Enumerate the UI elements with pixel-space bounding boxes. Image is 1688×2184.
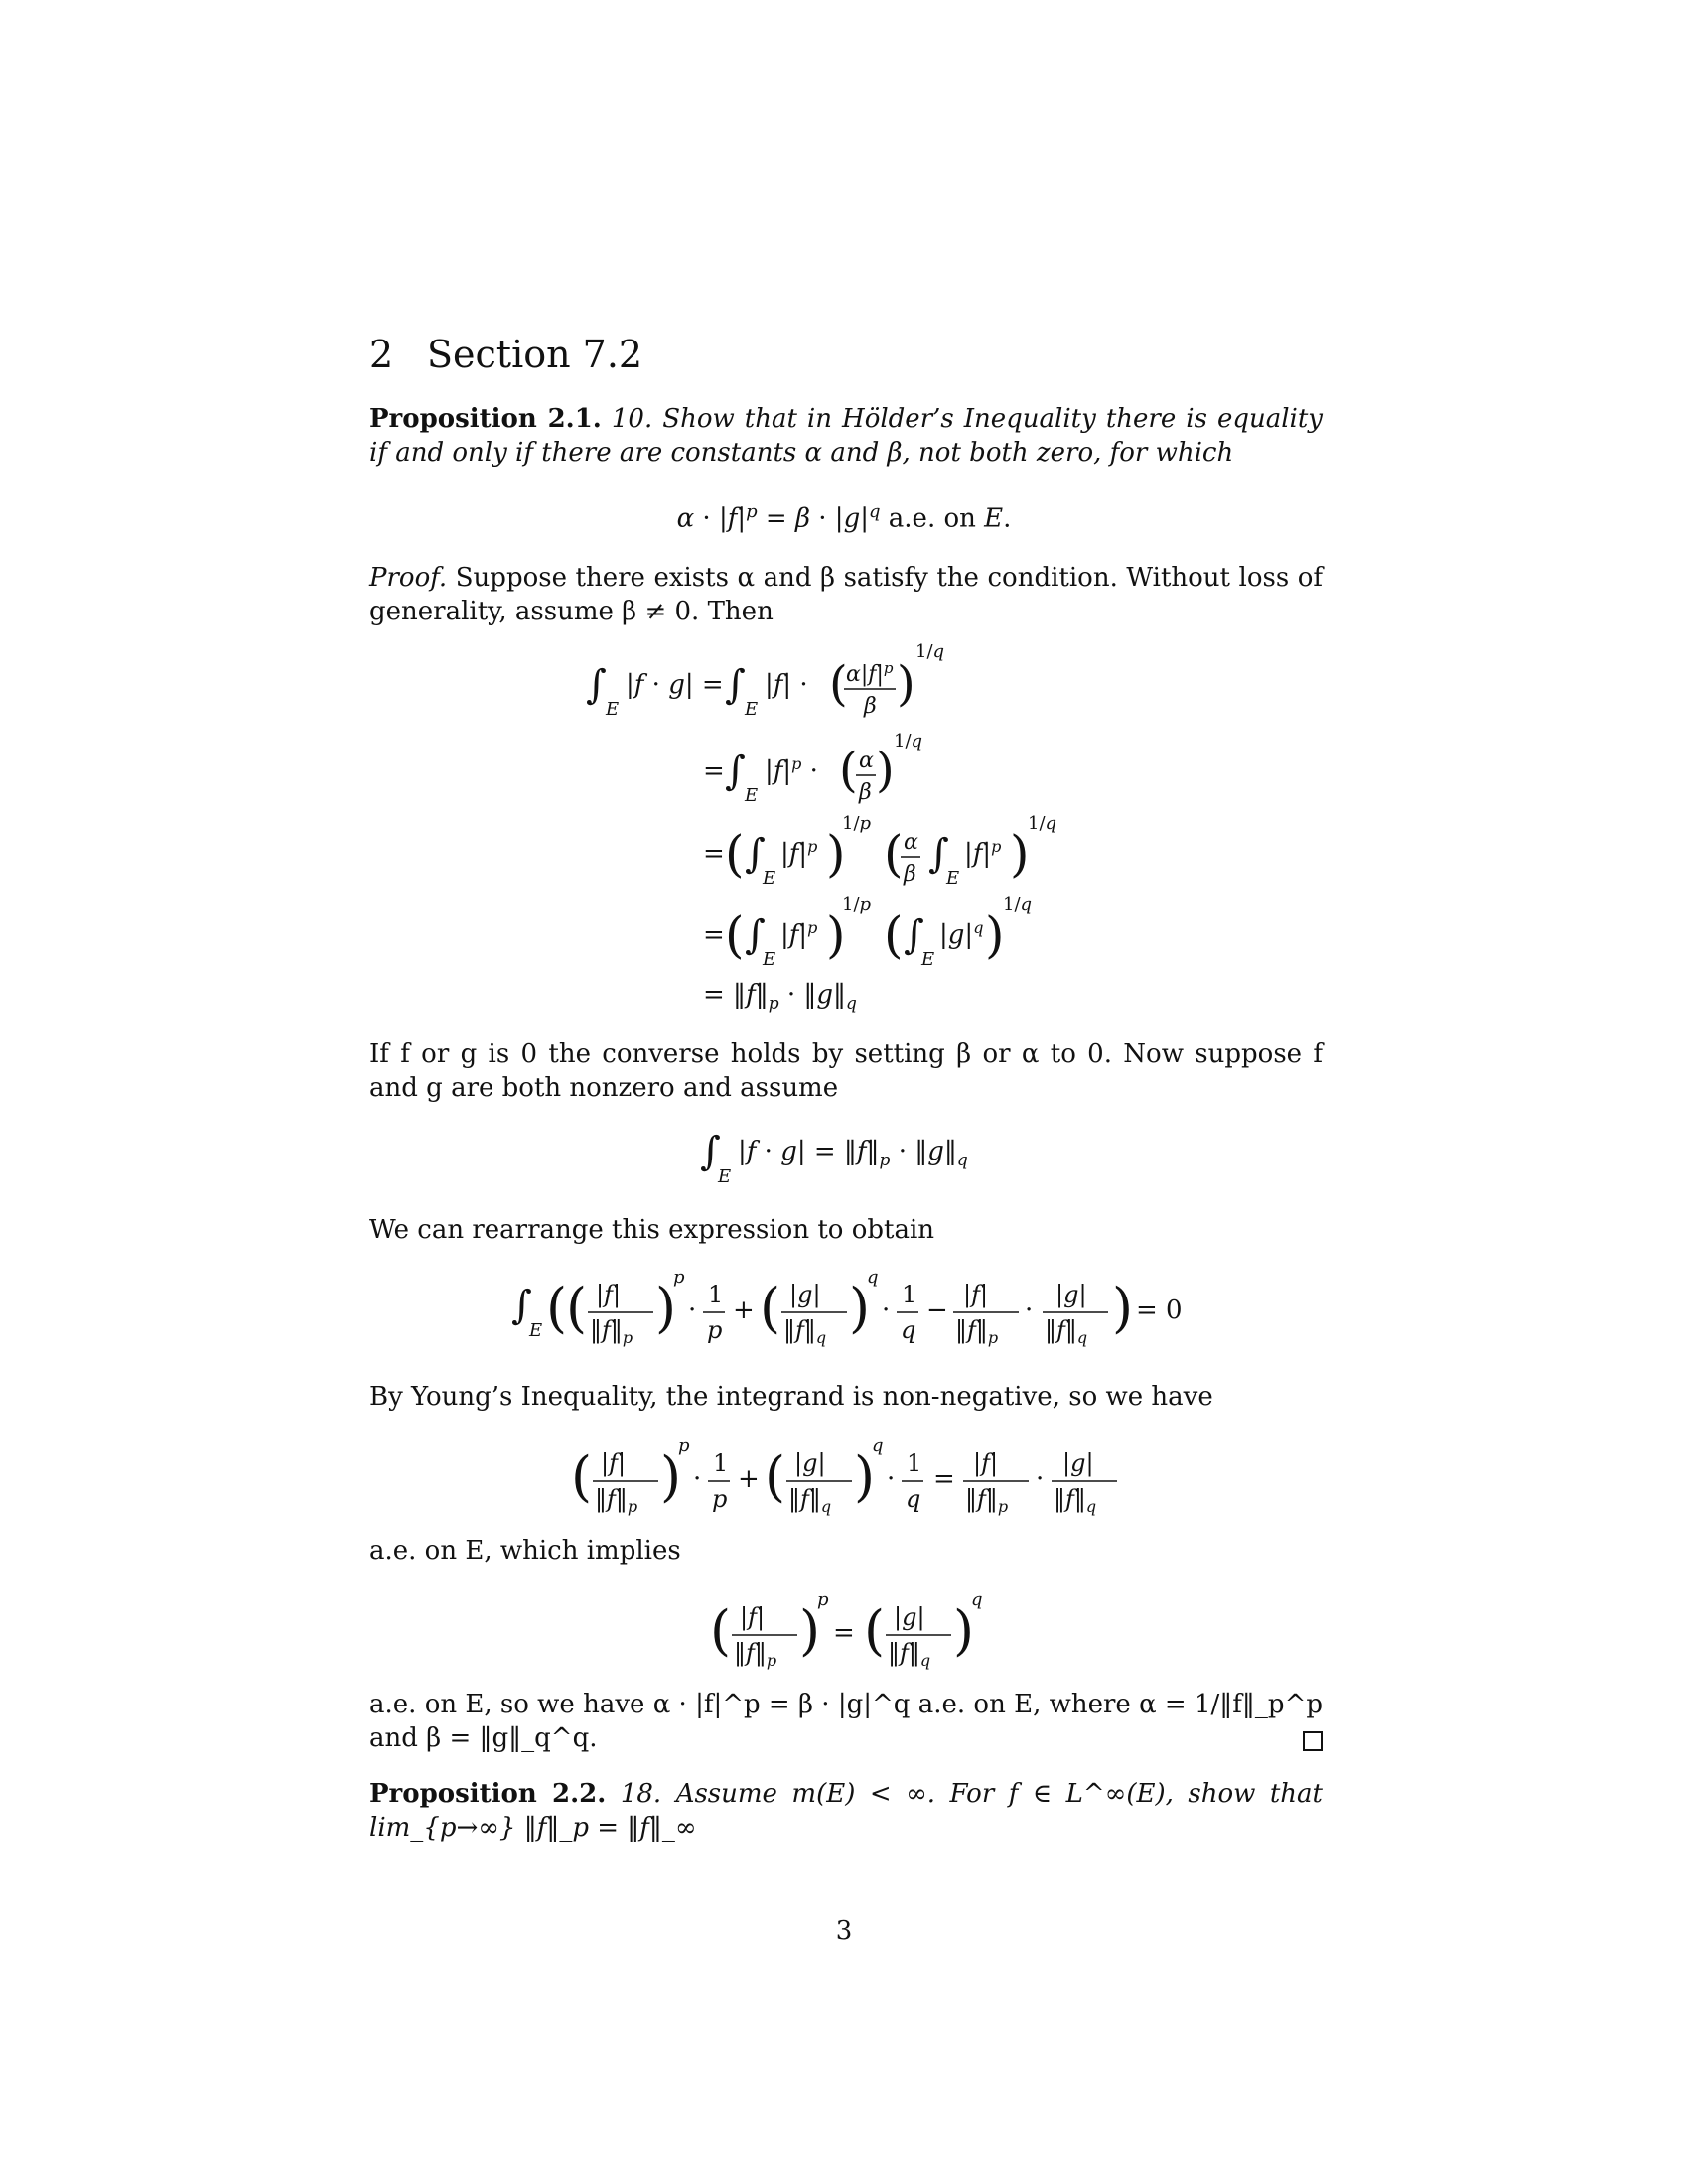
svg-text:): ) xyxy=(799,1599,821,1662)
svg-text:): ) xyxy=(1010,825,1030,883)
svg-text:1/p: 1/p xyxy=(842,894,872,915)
svg-text:|f|p: $|f|^p$ xyxy=(780,837,818,869)
svg-text:−: − xyxy=(926,1296,948,1325)
svg-text:|g|q: $|g|^q$ xyxy=(939,918,984,950)
svg-text:|g|: |g| xyxy=(1062,1449,1094,1477)
svg-text:(: ( xyxy=(884,906,904,964)
svg-text:|f|: |f| xyxy=(601,1449,627,1477)
equation-chain xyxy=(576,635,1132,1013)
svg-text:|g|: |g| xyxy=(894,1603,925,1631)
svg-text:‖f‖q: $‖f‖_q$ xyxy=(1045,1316,1088,1347)
svg-text:|f|p: $|f|^p$ xyxy=(780,918,818,950)
svg-text:q: q xyxy=(971,1589,983,1610)
svg-text:|f|: |f| xyxy=(973,1449,999,1477)
svg-text:·: · xyxy=(882,1296,891,1325)
svg-text:(: ( xyxy=(864,1599,886,1662)
svg-text:·: · xyxy=(887,1464,896,1494)
svg-text:∫: ∫ xyxy=(725,749,746,794)
svg-text:1: 1 xyxy=(713,1449,729,1477)
svg-text:|f · g| =: |f · g| = xyxy=(626,670,724,700)
svg-text:|f · g| = ‖f‖p · ‖g‖q: $|f \cdot g| = ‖f‖_p$ · $‖g‖_q$ xyxy=(738,1137,968,1170)
proof-converse-text: If f or g is 0 the converse holds by setting β or α to 0. Now suppose f and g are both nonzero and assume xyxy=(369,1039,1323,1103)
svg-text:1/p: 1/p xyxy=(842,813,872,834)
svg-text:1/q: 1/q xyxy=(1003,894,1033,915)
svg-text:|g|: |g| xyxy=(794,1449,826,1477)
svg-text:(: ( xyxy=(571,1445,593,1508)
svg-text:1/q: 1/q xyxy=(894,731,923,751)
svg-text:‖f‖q: $‖f‖_q$ xyxy=(1054,1485,1097,1516)
prop1-statement: 10. Show that in Hölder’s Inequality there is equality if and only if there are constants α and β, not both zero, for which xyxy=(369,404,1323,468)
svg-text:E: E xyxy=(946,868,960,888)
svg-text:= ‖f‖p · ‖g‖q: = $‖f‖_p$ · $‖g‖_q$ xyxy=(703,980,857,1013)
svg-text:‖f‖p: $‖f‖_p$ xyxy=(965,1485,1009,1516)
svg-text:‖f‖q: $‖f‖_q$ xyxy=(783,1316,827,1347)
svg-text:|g|: |g| xyxy=(789,1281,821,1308)
svg-text:E: E xyxy=(718,1166,732,1187)
svg-text:(: ( xyxy=(710,1599,732,1662)
svg-text:|f|p: $|f|^p$ xyxy=(964,837,1002,869)
svg-text:): ) xyxy=(826,825,846,883)
svg-text:∫: ∫ xyxy=(586,662,607,708)
svg-text:·: · xyxy=(1036,1464,1045,1494)
svg-text:α: α xyxy=(859,749,874,773)
svg-text:|f|p ·: $|f|^p$ · xyxy=(765,754,818,786)
svg-text:(: ( xyxy=(765,1445,786,1508)
svg-text:=: = xyxy=(933,1464,955,1494)
svg-text:+: + xyxy=(733,1296,755,1325)
prop1-display-equation: $\alpha \cdot |f|^p = \beta \cdot |g|^q$ a.e. on E. xyxy=(676,501,1012,534)
svg-text:E: E xyxy=(606,699,620,720)
svg-text:): ) xyxy=(655,1277,677,1339)
svg-text:1: 1 xyxy=(907,1449,922,1477)
svg-text:): ) xyxy=(826,906,846,964)
svg-text:(: ( xyxy=(884,825,904,883)
svg-text:E: E xyxy=(745,699,759,720)
svg-text:q: q xyxy=(872,1435,884,1456)
svg-text:|f| ·: |f| · xyxy=(765,670,808,700)
proof-conclusion-text: a.e. on E, so we have α · |f|^p = β · |g|^q a.e. on E, where α = 1/‖f‖_p^p and β = ‖g‖_q^q. xyxy=(369,1690,1323,1753)
svg-text:|f|: |f| xyxy=(740,1603,766,1631)
equation-power-equality xyxy=(710,1583,988,1683)
svg-text:(: ( xyxy=(839,743,858,798)
svg-text:=: = xyxy=(833,1618,855,1648)
svg-text:(: ( xyxy=(566,1277,588,1339)
svg-text:(: ( xyxy=(725,825,745,883)
svg-text:1/q: 1/q xyxy=(915,641,945,662)
qed-square-icon xyxy=(1303,1731,1323,1751)
svg-text:q: q xyxy=(867,1267,879,1288)
section-heading xyxy=(369,333,642,376)
svg-text:p: p xyxy=(817,1589,829,1610)
section-number: 2 xyxy=(369,333,394,376)
svg-text:∫: ∫ xyxy=(928,831,949,877)
svg-text:|g|: |g| xyxy=(1055,1281,1087,1308)
svg-text:‖f‖q: $‖f‖_q$ xyxy=(888,1639,931,1670)
svg-text:): ) xyxy=(854,1445,876,1508)
svg-text:‖f‖p: $‖f‖_p$ xyxy=(590,1316,633,1347)
svg-text:): ) xyxy=(985,906,1005,964)
svg-text:= 0: = 0 xyxy=(1136,1296,1183,1325)
svg-text:1/q: 1/q xyxy=(1028,813,1057,834)
svg-text:E: E xyxy=(921,949,935,970)
svg-text:q: q xyxy=(901,1316,916,1344)
svg-text:p: p xyxy=(712,1485,728,1513)
section-title: Section 7.2 xyxy=(427,333,643,376)
svg-text:(: ( xyxy=(725,906,745,964)
svg-text:|f|: |f| xyxy=(596,1281,622,1308)
svg-text:q: q xyxy=(906,1485,921,1513)
svg-text:): ) xyxy=(876,743,895,798)
svg-text:E: E xyxy=(763,949,776,970)
equation-rearranged xyxy=(506,1261,1201,1360)
proof-label: Proof. xyxy=(369,563,448,593)
svg-text:(: ( xyxy=(546,1277,568,1339)
prop1-label: Proposition 2.1. xyxy=(369,404,602,434)
proposition-2-2 xyxy=(369,1777,1323,1844)
page-number: 3 xyxy=(835,1916,853,1946)
svg-text:=: = xyxy=(703,839,725,869)
proof-rearrange-text: We can rearrange this expression to obtain xyxy=(369,1215,935,1245)
svg-text:p: p xyxy=(673,1267,685,1288)
proof-conclusion xyxy=(369,1688,1323,1755)
svg-text:α|f|p: $\alpha|f|^p$ xyxy=(846,659,894,687)
svg-text:1: 1 xyxy=(902,1281,917,1308)
svg-text:·: · xyxy=(693,1464,702,1494)
proposition-2-1 xyxy=(369,402,1323,470)
equation-young-equality xyxy=(571,1430,1127,1529)
svg-text:α: α xyxy=(904,830,918,855)
svg-text:·: · xyxy=(1025,1296,1034,1325)
svg-text:): ) xyxy=(897,656,915,712)
proof-intro-text: Suppose there exists α and β satisfy the condition. Without loss of generality, assume β ≠ 0. Then xyxy=(369,563,1323,626)
svg-text:E: E xyxy=(745,785,759,806)
svg-text:∫: ∫ xyxy=(700,1129,721,1174)
svg-text:1: 1 xyxy=(708,1281,724,1308)
svg-text:‖f‖p: $‖f‖_p$ xyxy=(734,1639,777,1670)
svg-text:∫: ∫ xyxy=(904,912,924,958)
prop2-statement: 18. Assume m(E) < ∞. For f ∈ L^∞(E), show that lim_{p→∞} ‖f‖_p = ‖f‖_∞ xyxy=(369,1779,1323,1843)
equation-holder-equality xyxy=(685,1117,1013,1196)
svg-text:(: ( xyxy=(760,1277,781,1339)
svg-text:β: β xyxy=(904,862,916,887)
proof-intro xyxy=(369,561,1323,628)
svg-text:=: = xyxy=(703,920,725,950)
svg-text:): ) xyxy=(1112,1277,1134,1339)
proof-young-text: By Young’s Inequality, the integrand is non-negative, so we have xyxy=(369,1382,1213,1412)
svg-text:): ) xyxy=(660,1445,682,1508)
prop2-label: Proposition 2.2. xyxy=(369,1779,607,1809)
svg-text:∫: ∫ xyxy=(511,1283,532,1328)
svg-text:β: β xyxy=(864,694,877,719)
svg-text:∫: ∫ xyxy=(725,662,746,708)
svg-text:+: + xyxy=(738,1464,760,1494)
svg-text:∫: ∫ xyxy=(745,831,766,877)
svg-text:β: β xyxy=(859,780,872,805)
svg-text:E: E xyxy=(763,868,776,888)
svg-text:·: · xyxy=(688,1296,697,1325)
svg-text:p: p xyxy=(678,1435,690,1456)
svg-text:=: = xyxy=(703,756,725,786)
proof-implies-text: a.e. on E, which implies xyxy=(369,1536,681,1566)
svg-text:‖f‖p: $‖f‖_p$ xyxy=(595,1485,638,1516)
svg-text:E: E xyxy=(529,1320,543,1341)
svg-text:‖f‖q: $‖f‖_q$ xyxy=(788,1485,832,1516)
svg-text:): ) xyxy=(953,1599,975,1662)
svg-text:|f|: |f| xyxy=(963,1281,989,1308)
svg-text:): ) xyxy=(849,1277,871,1339)
svg-text:∫: ∫ xyxy=(745,912,766,958)
svg-text:(: ( xyxy=(829,656,848,712)
svg-text:‖f‖p: $‖f‖_p$ xyxy=(955,1316,999,1347)
svg-text:p: p xyxy=(707,1316,723,1344)
